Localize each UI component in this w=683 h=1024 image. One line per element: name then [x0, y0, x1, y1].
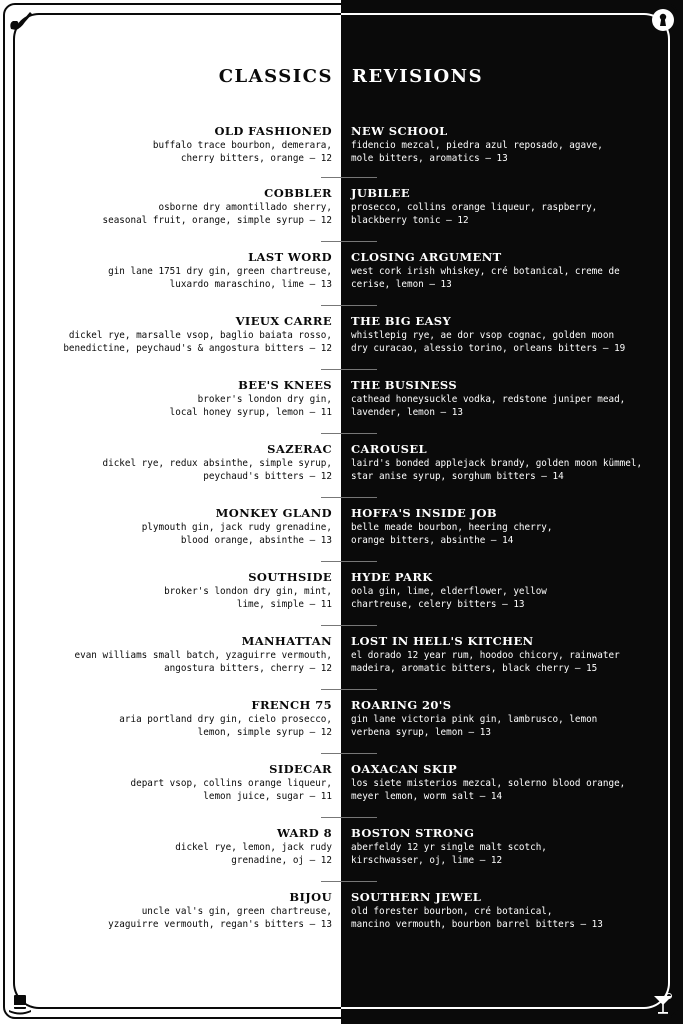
drink-name: OLD FASHIONED [214, 124, 332, 138]
section-divider [321, 369, 377, 370]
classics-header: CLASSICS [218, 66, 333, 87]
drink-description: yzaguirre vermouth, regan's bitters – 13 [108, 919, 332, 930]
keyhole-icon [649, 6, 677, 34]
drink-description: lemon, simple syrup – 12 [197, 727, 332, 738]
drink-description: lemon juice, sugar – 11 [203, 791, 332, 802]
drink-description: dickel rye, lemon, jack rudy [175, 842, 332, 853]
drink-name: CLOSING ARGUMENT [351, 250, 502, 264]
section-divider [321, 305, 377, 306]
drink-description: broker's london dry gin, mint, [164, 586, 332, 597]
section-divider [321, 177, 377, 178]
classics-item [22, 698, 332, 739]
drink-description: old forester bourbon, cré botanical, [351, 906, 553, 917]
drink-name: LOST IN HELL'S KITCHEN [351, 634, 534, 648]
drink-name: JUBILEE [351, 186, 410, 200]
drink-description: mole bitters, aromatics – 13 [351, 153, 508, 164]
drink-name: LAST WORD [248, 250, 332, 264]
drink-name: HYDE PARK [351, 570, 433, 584]
drink-description: depart vsop, collins orange liqueur, [130, 778, 332, 789]
top-hat-icon [6, 990, 34, 1018]
section-divider [321, 561, 377, 562]
drink-description: broker's london dry gin, [197, 394, 332, 405]
drink-description: dry curacao, alessio torino, orleans bitters – 19 [351, 343, 626, 354]
revisions-item [351, 314, 661, 355]
drink-name: HOFFA'S INSIDE JOB [351, 506, 497, 520]
drink-name: FRENCH 75 [251, 698, 332, 712]
drink-description: local honey syrup, lemon – 11 [169, 407, 332, 418]
revisions-header: REVISIONS [352, 66, 484, 87]
section-divider [321, 497, 377, 498]
drink-description: gin lane 1751 dry gin, green chartreuse, [108, 266, 332, 277]
drink-description: el dorado 12 year rum, hoodoo chicory, rainwater [351, 650, 620, 661]
drink-description: angostura bitters, cherry – 12 [164, 663, 332, 674]
section-divider [321, 241, 377, 242]
cocktail-glass-icon [649, 990, 677, 1018]
revisions-item [351, 570, 661, 611]
revisions-item [351, 890, 661, 931]
classics-item [22, 314, 332, 355]
drink-description: star anise syrup, sorghum bitters – 14 [351, 471, 564, 482]
drink-name: VIEUX CARRE [235, 314, 332, 328]
classics-item [22, 634, 332, 675]
revisions-item [351, 186, 661, 227]
drink-description: buffalo trace bourbon, demerara, [152, 140, 332, 151]
classics-item [22, 250, 332, 291]
drink-description: cathead honeysuckle vodka, redstone juniper mead, [351, 394, 626, 405]
drink-name: THE BIG EASY [351, 314, 452, 328]
classics-item [22, 186, 332, 227]
pipe-icon [6, 6, 34, 34]
drink-name: OAXACAN SKIP [351, 762, 458, 776]
drink-description: chartreuse, celery bitters – 13 [351, 599, 525, 610]
classics-item [22, 826, 332, 867]
drink-description: plymouth gin, jack rudy grenadine, [141, 522, 332, 533]
classics-item [22, 890, 332, 931]
revisions-item [351, 378, 661, 419]
drink-name: ROARING 20'S [351, 698, 452, 712]
drink-description: belle meade bourbon, heering cherry, [351, 522, 553, 533]
drink-name: SOUTHSIDE [248, 570, 332, 584]
drink-description: uncle val's gin, green chartreuse, [141, 906, 332, 917]
classics-item [22, 570, 332, 611]
drink-description: kirschwasser, oj, lime – 12 [351, 855, 503, 866]
drink-description: mancino vermouth, bourbon barrel bitters – 13 [351, 919, 603, 930]
drink-description: gin lane victoria pink gin, lambrusco, lemon [351, 714, 598, 725]
drink-description: cerise, lemon – 13 [351, 279, 452, 290]
drink-name: SOUTHERN JEWEL [351, 890, 482, 904]
revisions-item [351, 124, 661, 165]
drink-description: verbena syrup, lemon – 13 [351, 727, 491, 738]
drink-description: laird's bonded applejack brandy, golden moon kümmel, [351, 458, 643, 469]
drink-description: oola gin, lime, elderflower, yellow [351, 586, 547, 597]
drink-description: cherry bitters, orange – 12 [180, 153, 332, 164]
section-divider [321, 689, 377, 690]
drink-description: whistlepig rye, ae dor vsop cognac, golden moon [351, 330, 615, 341]
drink-description: aberfeldy 12 yr single malt scotch, [351, 842, 547, 853]
revisions-item [351, 442, 661, 483]
revisions-item [351, 826, 661, 867]
revisions-item [351, 762, 661, 803]
drink-name: SAZERAC [267, 442, 332, 456]
drink-description: dickel rye, marsalle vsop, baglio baiata rosso, [68, 330, 332, 341]
drink-description: west cork irish whiskey, cré botanical, creme de [351, 266, 620, 277]
drink-name: CAROUSEL [351, 442, 428, 456]
section-divider [321, 881, 377, 882]
section-divider [321, 753, 377, 754]
drink-description: blood orange, absinthe – 13 [180, 535, 332, 546]
drink-name: BEE'S KNEES [238, 378, 332, 392]
drink-description: meyer lemon, worm salt – 14 [351, 791, 503, 802]
drink-description: fidencio mezcal, piedra azul reposado, agave, [351, 140, 603, 151]
drink-description: prosecco, collins orange liqueur, raspberry, [351, 202, 598, 213]
drink-description: dickel rye, redux absinthe, simple syrup, [102, 458, 332, 469]
drink-description: benedictine, peychaud's & angostura bitters – 12 [63, 343, 332, 354]
drink-description: lavender, lemon – 13 [351, 407, 463, 418]
drink-name: MONKEY GLAND [215, 506, 332, 520]
revisions-item [351, 250, 661, 291]
revisions-item [351, 506, 661, 547]
classics-item [22, 442, 332, 483]
classics-item [22, 506, 332, 547]
revisions-item [351, 634, 661, 675]
classics-item [22, 378, 332, 419]
classics-item [22, 762, 332, 803]
drink-description: evan williams small batch, yzaguirre vermouth, [74, 650, 332, 661]
drink-description: lime, simple – 11 [236, 599, 332, 610]
drink-description: osborne dry amontillado sherry, [158, 202, 332, 213]
drink-name: BOSTON STRONG [351, 826, 475, 840]
drink-description: seasonal fruit, orange, simple syrup – 12 [102, 215, 332, 226]
drink-name: NEW SCHOOL [351, 124, 448, 138]
drink-description: blackberry tonic – 12 [351, 215, 469, 226]
drink-name: WARD 8 [276, 826, 332, 840]
drink-name: SIDECAR [269, 762, 332, 776]
section-divider [321, 625, 377, 626]
drink-name: BIJOU [289, 890, 332, 904]
drink-description: aria portland dry gin, cielo prosecco, [119, 714, 332, 725]
drink-description: luxardo maraschino, lime – 13 [169, 279, 332, 290]
drink-description: madeira, aromatic bitters, black cherry – 15 [351, 663, 598, 674]
drink-name: MANHATTAN [241, 634, 332, 648]
revisions-item [351, 698, 661, 739]
drink-name: COBBLER [264, 186, 332, 200]
section-divider [321, 433, 377, 434]
drink-description: grenadine, oj – 12 [231, 855, 332, 866]
drink-name: THE BUSINESS [351, 378, 458, 392]
section-divider [321, 817, 377, 818]
classics-item [22, 124, 332, 165]
drink-description: los siete misterios mezcal, solerno blood orange, [351, 778, 626, 789]
drink-description: orange bitters, absinthe – 14 [351, 535, 514, 546]
drink-description: peychaud's bitters – 12 [203, 471, 332, 482]
